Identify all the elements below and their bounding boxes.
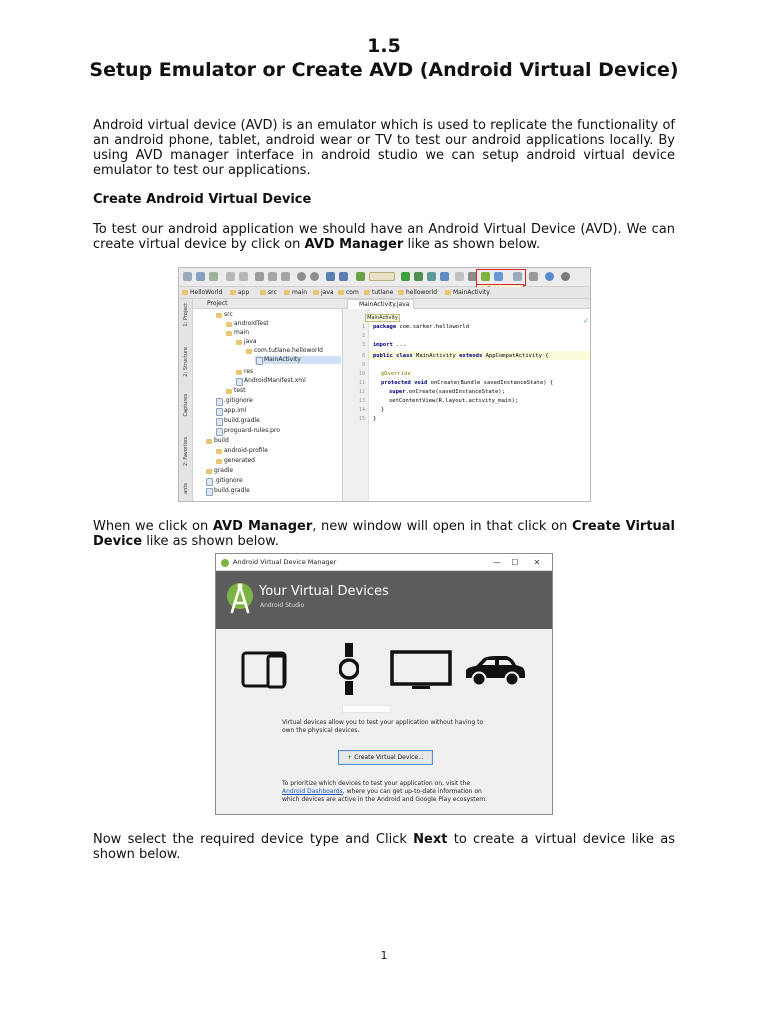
page-number: 1 (380, 949, 388, 962)
tool-window-bar (179, 299, 193, 502)
debug-icon[interactable] (414, 272, 423, 281)
tree-item[interactable]: .gitignore (205, 477, 243, 485)
paste-icon (281, 272, 290, 281)
breadcrumb-item[interactable]: main (283, 287, 307, 298)
line-number: 13 (358, 398, 365, 404)
project-label: Project (207, 300, 228, 307)
avd-banner (216, 571, 552, 629)
tree-item[interactable]: test (225, 387, 246, 395)
line-number: 10 (358, 371, 365, 377)
avd-info-line: Android Dashboards, where you can get up-to-date information on (282, 788, 482, 795)
line-number: 11 (358, 380, 365, 386)
code-editor[interactable] (343, 309, 591, 502)
breadcrumb-item[interactable]: tutlane (363, 287, 393, 298)
side-tab-captures[interactable]: Captures (183, 394, 189, 417)
tree-item[interactable]: proguard-rules.pro (215, 427, 280, 435)
copy-icon (268, 272, 277, 281)
editor-tab-bar (343, 299, 591, 309)
car-icon (462, 654, 528, 688)
tree-item[interactable]: main (225, 329, 249, 337)
tree-item[interactable]: gradle (205, 467, 233, 475)
class-name-hint: MainActivity (365, 314, 400, 322)
line-number: 3 (361, 342, 365, 348)
line-number: 2 (361, 333, 365, 339)
code-line: @Override (381, 371, 411, 377)
tv-icon (390, 650, 452, 692)
line-number: 12 (358, 389, 365, 395)
section-number: 1.5 (367, 35, 401, 57)
code-line: } (373, 416, 377, 422)
tree-item[interactable]: generated (215, 457, 255, 465)
tree-item[interactable]: build.gradle (215, 417, 260, 425)
undo-icon (226, 272, 235, 281)
sync-icon (209, 272, 218, 281)
code-line: import ... (373, 342, 407, 348)
watch-icon (339, 641, 359, 697)
tree-item[interactable]: android-profile (215, 447, 268, 455)
stop-icon[interactable] (455, 272, 464, 281)
tree-item[interactable]: .gitignore (215, 397, 253, 405)
terminal-icon[interactable] (529, 272, 538, 281)
run-icon[interactable] (401, 272, 410, 281)
avd-manager-window (215, 553, 553, 815)
find-icon (297, 272, 306, 281)
breadcrumb-item[interactable]: java (312, 287, 334, 298)
breadcrumb (179, 287, 590, 299)
code-line: protected void onCreate(Bundle savedInstanceState) { (381, 380, 554, 386)
line-number: 14 (358, 407, 365, 413)
avd-window-titlebar (216, 554, 552, 571)
tablet-phone-icon (241, 649, 289, 691)
tree-item[interactable]: java (235, 338, 257, 346)
forward-icon (339, 272, 348, 281)
create-virtual-device-label: Create Virtual Device... (354, 754, 424, 761)
avd-info-line: To prioritize which devices to test your application on, visit the (282, 780, 471, 787)
breadcrumb-item[interactable]: src (259, 287, 277, 298)
tree-item-selected[interactable]: MainActivity (255, 356, 341, 364)
paragraph-select-device: Now select the required device type and Click Next to create a virtual device like as shown below. (93, 832, 675, 862)
side-tab-favorites[interactable]: 2: Favorites (183, 437, 189, 467)
tree-item[interactable]: res (235, 368, 253, 376)
open-icon (183, 272, 192, 281)
attach-icon[interactable] (427, 272, 436, 281)
project-panel-header[interactable] (193, 299, 343, 309)
save-icon (196, 272, 205, 281)
line-number: 1 (361, 324, 365, 330)
android-studio-icon (221, 559, 229, 567)
breadcrumb-item[interactable]: app (229, 287, 249, 298)
search-everywhere-icon[interactable] (561, 272, 570, 281)
redo-icon (239, 272, 248, 281)
run-config-dropdown[interactable] (369, 272, 395, 281)
code-line: package com.sarker.helloworld (373, 324, 470, 330)
breadcrumb-item[interactable]: HelloWorld (181, 287, 222, 298)
page-title: Setup Emulator or Create AVD (Android Virtual Device) (89, 59, 679, 81)
maximize-button[interactable]: ☐ (511, 558, 519, 567)
code-line: } (381, 407, 385, 413)
tree-item[interactable]: AndroidManifest.xml (235, 377, 306, 385)
create-virtual-device-button[interactable] (338, 750, 433, 765)
ide-screenshot (178, 267, 591, 502)
side-tab-structure[interactable]: 2: Structure (183, 347, 189, 377)
close-button[interactable]: ✕ (533, 558, 541, 567)
tree-item[interactable]: src (215, 311, 233, 319)
avd-description-line: Virtual devices allow you to test your application without having to (282, 719, 484, 726)
android-dashboards-link[interactable]: Android Dashboards (282, 788, 343, 795)
make-icon (356, 272, 365, 281)
editor-tab-mainactivity[interactable]: MainActivity.java (347, 299, 414, 309)
ide-toolbar (179, 268, 590, 287)
editor-gutter (343, 309, 369, 502)
help-icon[interactable] (545, 272, 554, 281)
line-number: 15 (358, 416, 365, 422)
banner-subtitle: Android Studio (260, 602, 305, 609)
project-tree (193, 309, 343, 502)
blank-field (342, 705, 391, 713)
tree-item[interactable]: build.gradle (205, 487, 250, 495)
paragraph-create-virtual-device: When we click on AVD Manager, new window will open in that click on Create Virtual Device like as shown below. (93, 519, 676, 549)
line-number: 8 (361, 353, 365, 359)
side-tab-build-variants[interactable]: ants (183, 483, 189, 494)
paragraph-avd-manager: To test our android application we should have an Android Virtual Device (AVD). We can create virtual device by click on AVD Manager like as shown below. (93, 222, 675, 252)
code-line: super.onCreate(savedInstanceState); (389, 389, 505, 395)
plus-icon: + (347, 754, 353, 761)
replace-icon (310, 272, 319, 281)
tree-item[interactable]: build (205, 437, 229, 445)
side-tab-project[interactable]: 1: Project (183, 303, 189, 327)
coverage-icon[interactable] (440, 272, 449, 281)
code-line: setContentView(R.layout.activity_main); (389, 398, 519, 404)
intro-paragraph: Android virtual device (AVD) is an emulator which is used to replicate the functionality of an android phone, tablet, android wear or TV to test our android applications locally. By using AVD manager interface in android studio we can setup android virtual device emulator to test our applications. (93, 118, 675, 178)
code-line: public class MainActivity extends AppCompatActivity { (373, 353, 549, 359)
cut-icon (255, 272, 264, 281)
breadcrumb-item[interactable]: com (337, 287, 359, 298)
line-number: 9 (361, 362, 365, 368)
tree-item[interactable]: com.tutlane.helloworld (245, 347, 323, 355)
no-errors-check-icon: ✓ (583, 317, 589, 325)
section-heading: Create Android Virtual Device (93, 192, 312, 207)
avd-description-line: own the physical devices. (282, 727, 360, 734)
back-icon (326, 272, 335, 281)
android-studio-logo-icon (225, 581, 255, 617)
avd-info-line: which devices are active in the Android and Google Play ecosystem. (282, 796, 488, 803)
breadcrumb-item[interactable]: helloworld (397, 287, 437, 298)
banner-title: Your Virtual Devices (259, 584, 389, 599)
minimize-button[interactable]: — (493, 558, 501, 567)
avd-window-title: Android Virtual Device Manager (233, 558, 337, 566)
breadcrumb-item[interactable]: MainActivity (444, 287, 490, 298)
tree-item[interactable]: androidTest (225, 320, 269, 328)
tree-item[interactable]: app.iml (215, 407, 246, 415)
